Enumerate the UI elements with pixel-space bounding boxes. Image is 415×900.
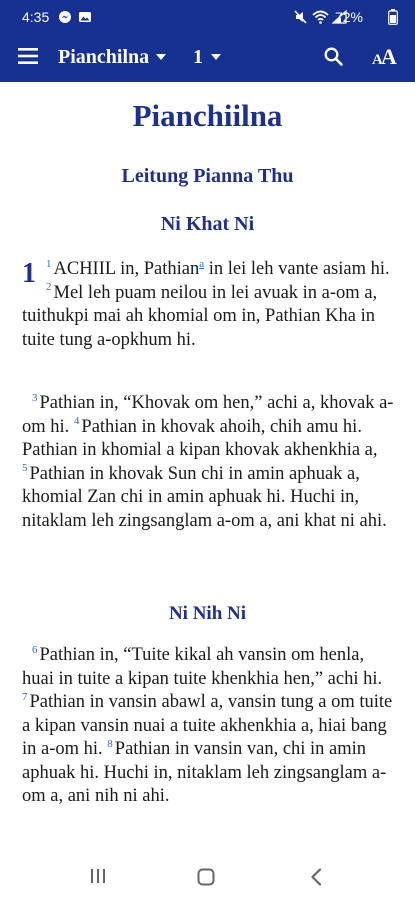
verse-number[interactable]: 6 bbox=[32, 643, 38, 656]
mute-icon bbox=[294, 10, 307, 27]
section-title: Leitung Pianna Thu bbox=[121, 165, 294, 187]
verse-number[interactable]: 2 bbox=[46, 281, 52, 294]
home-icon[interactable] bbox=[197, 868, 215, 891]
paragraph bbox=[22, 644, 394, 809]
verse-number[interactable]: 7 bbox=[22, 690, 28, 703]
paragraph bbox=[22, 392, 394, 533]
verse-text[interactable]: in lei leh vante asiam hi. bbox=[204, 259, 390, 279]
verse-number[interactable]: 5 bbox=[22, 462, 28, 475]
paragraph bbox=[22, 258, 394, 352]
verse-text[interactable]: Pathian in, “Khovak om hen,” achi a, khovak a-om hi. bbox=[22, 393, 394, 437]
verse-text[interactable]: Pathian in vansin abawl a, vansin tung a om tuite a kipan vansin nuai a tuite akhenkhia a, hiai bang in a-om hi. bbox=[22, 692, 393, 759]
verse-number[interactable]: 8 bbox=[107, 737, 113, 750]
book-selector-label: Pianchilna bbox=[58, 45, 150, 68]
section-heading: Ni Nih Ni bbox=[168, 603, 247, 624]
wifi-icon bbox=[312, 10, 329, 27]
recent-apps-icon[interactable] bbox=[90, 868, 106, 889]
verse-text[interactable]: ACHIIL in, Pathian bbox=[53, 259, 200, 279]
status-bar bbox=[0, 0, 415, 32]
text-size-icon: AA bbox=[372, 44, 395, 69]
verse-text[interactable]: Pathian in, “Tuite kikal ah vansin om henla, huai in tuite a kipan tuite khenkhia hen,” achi hi. bbox=[22, 645, 383, 689]
messenger-icon bbox=[58, 10, 72, 27]
verse-text[interactable]: Pathian in khovak ahoih, chih amu hi. Pathian in khomial a kipan khovak akhenkhia a, bbox=[22, 416, 378, 460]
back-icon[interactable] bbox=[310, 868, 322, 891]
system-navigation-bar bbox=[0, 854, 415, 900]
chapter-selector-label: 1 bbox=[193, 45, 203, 68]
verse-text[interactable]: Pathian in khovak Sun chi in amin aphuak a, khomial Zan chi in amin aphuak hi. Huchi in, nitaklam leh zingsanglam a-om a, ani khat ni ahi. bbox=[22, 463, 387, 531]
search-icon[interactable] bbox=[324, 47, 343, 66]
section-heading: Ni Khat Ni bbox=[160, 213, 255, 235]
dropdown-icon bbox=[156, 54, 166, 60]
text-size-button[interactable] bbox=[372, 44, 395, 70]
battery-icon bbox=[388, 9, 398, 28]
gallery-icon bbox=[78, 10, 92, 27]
book-title: Pianchiilna bbox=[132, 98, 283, 133]
chapter-number: 1 bbox=[22, 258, 36, 289]
book-selector[interactable] bbox=[58, 44, 166, 70]
verse-text[interactable]: Pathian in vansin van, chi in amin aphuak hi. Huchi in, nitaklam leh zingsanglam a-om a, ani nih ni ahi. bbox=[22, 739, 387, 806]
dropdown-icon bbox=[211, 54, 221, 60]
battery-level: 72% bbox=[334, 9, 363, 25]
footnote-marker[interactable]: a bbox=[199, 257, 205, 270]
top-app-bar bbox=[0, 32, 415, 82]
verse-text[interactable]: Mel leh puam neilou in lei avuak in a-om a, tuithukpi mai ah khomial om in, Pathian Kha in tuite tung a-opkhum hi. bbox=[22, 282, 378, 350]
verse-number[interactable]: 1 bbox=[46, 257, 52, 270]
scripture-content[interactable] bbox=[0, 82, 415, 854]
menu-icon[interactable] bbox=[18, 47, 38, 65]
verse-number[interactable]: 4 bbox=[73, 415, 80, 428]
chapter-selector[interactable] bbox=[193, 44, 221, 70]
status-time: 4:35 bbox=[22, 9, 50, 25]
verse-number[interactable]: 3 bbox=[32, 391, 38, 404]
